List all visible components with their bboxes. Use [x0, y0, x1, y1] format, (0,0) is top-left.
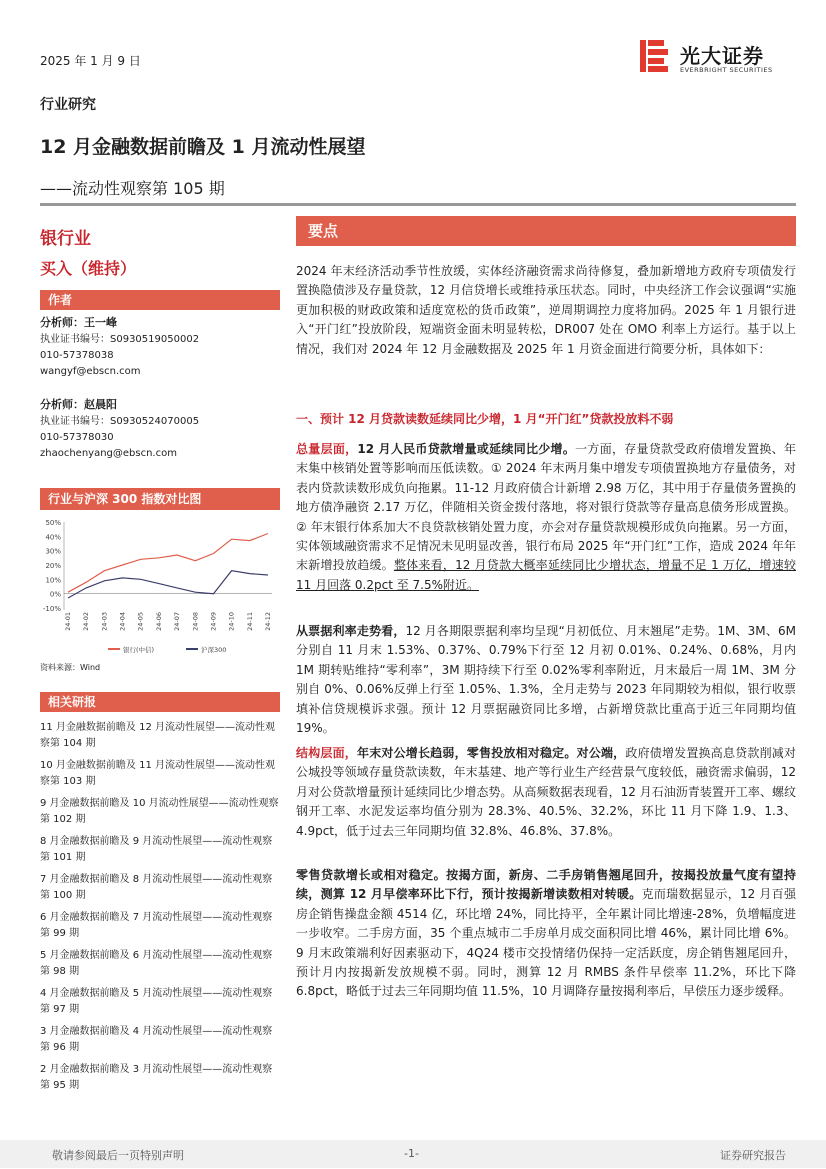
analyst-email[interactable]: wangyf@ebscn.com	[40, 366, 141, 377]
y-tick-label: 20%	[45, 562, 61, 570]
analyst-name: 分析师：王一峰	[40, 316, 117, 329]
x-tick-label: 24-08	[191, 612, 200, 631]
related-report-item[interactable]: 6 月金融数据前瞻及 7 月流动性展望——流动性观察第 99 期	[40, 912, 273, 939]
related-report-item[interactable]: 2 月金融数据前瞻及 3 月流动性展望——流动性观察第 95 期	[40, 1064, 273, 1091]
x-tick-label: 24-02	[82, 612, 91, 631]
p2-lead: 从票据利率走势看，	[296, 624, 406, 638]
related-report-item[interactable]: 9 月金融数据前瞻及 10 月流动性展望——流动性观察第 102 期	[40, 798, 279, 825]
header-divider	[40, 203, 796, 206]
analyst-block-1	[40, 314, 280, 380]
company-logo	[640, 40, 800, 80]
intro-paragraph: 2024 年末经济活动季节性放缓，实体经济融资需求尚待修复，叠加新增地方政府专项债发行置换隐债涉及存量贷款，12 月信贷增长或维持承压状态。同时，中央经济工作会议强调“实施更加积极的财政政策和适度宽松的货币政策”，逆周期调控力度将加码。2025 年 1 月银行进入“开门红”投放阶段，短端资金面未明显转松，DR007 处在 OMO 利率上方运行。基于以上情况，我们对 2024 年 12 月金融数据及 2025 年 1 月资金面进行简要分析，具体如下：	[296, 264, 796, 356]
analyst-phone: 010-57378030	[40, 432, 114, 443]
related-report-item[interactable]: 10 月金融数据前瞻及 11 月流动性展望——流动性观察第 103 期	[40, 760, 275, 787]
page-number: -1-	[404, 1147, 419, 1160]
analyst-cert: 执业证书编号：S0930519050002	[40, 334, 200, 345]
legend-label: 银行(中信)	[123, 646, 155, 654]
related-report-item[interactable]: 3 月金融数据前瞻及 4 月流动性展望——流动性观察第 96 期	[40, 1026, 273, 1053]
x-tick-label: 24-05	[136, 612, 145, 631]
y-tick-label: 30%	[45, 547, 61, 556]
paragraph-bill-rate	[296, 622, 796, 738]
chart-header: 行业与沪深 300 指数对比图	[40, 488, 280, 510]
chart-series	[68, 534, 268, 599]
keypoint-header: 要点	[296, 216, 796, 246]
related-reports-list	[40, 720, 282, 1100]
p1-text: 一方面，存量贷款受政府债增发置换、年末集中核销处置等影响而压低读数。① 2024 年末两月集中增发专项债置换地方存量债务，对表内贷款读数形成负向拖累。11-12 月政府债合计新增 2.98 万亿，其中用于存量债务置换的地方债净融资 2.17 万亿，伴随相关资金拨付落地，将对银行贷款等存量高息债务形成置换。② 年末银行体系加大不良贷款核销处置力度，亦会对存量贷款规模形成负向拖累。另一方面，实体领域融资需求不足情况未见明显改善，银行布局 2025 年“开门红”工作，造成 2024 年年末新增投放趋缓。	[296, 442, 796, 573]
report-category: 行业研究	[40, 97, 96, 113]
y-tick-label: 10%	[45, 576, 61, 585]
index-comparison-chart	[36, 514, 276, 660]
chart-legend	[108, 645, 226, 654]
chart-source: 资料来源：Wind	[40, 663, 101, 672]
p1-lead: 总量层面，	[296, 442, 358, 456]
chart-axes	[43, 519, 272, 631]
x-tick-label: 24-03	[100, 612, 109, 631]
x-tick-label: 24-09	[209, 612, 218, 631]
p1-bold: 12 月人民币贷款增量或延续同比少增。	[357, 442, 576, 456]
report-title: 12 月金融数据前瞻及 1 月流动性展望	[40, 136, 366, 158]
paragraph-structure	[296, 744, 796, 841]
everbright-logo-icon	[640, 40, 670, 72]
p1-conclusion: 整体来看，12 月贷款大概率延续同比少增状态，增量不足 1 万亿，增速较 11 月回落 0.2pct 至 7.5%附近。	[296, 558, 796, 592]
p3-lead: 结构层面，	[296, 746, 357, 760]
analyst-phone: 010-57378038	[40, 350, 114, 361]
analyst-email[interactable]: zhaochenyang@ebscn.com	[40, 448, 177, 459]
report-date: 2025 年 1 月 9 日	[40, 54, 141, 68]
related-report-item[interactable]: 8 月金融数据前瞻及 9 月流动性展望——流动性观察第 101 期	[40, 836, 273, 863]
footer-report-type: 证券研究报告	[720, 1149, 786, 1162]
x-tick-label: 24-06	[154, 612, 163, 631]
y-tick-label: 50%	[45, 519, 61, 527]
legend-label: 沪深300	[201, 646, 227, 654]
paragraph-retail	[296, 866, 796, 1002]
p4-text: 克而瑞数据显示，12 月百强房企销售操盘金额 4514 亿，环比增 24%，同比持平，全年累计同比增速-28%，负增幅度进一步收窄。二手房方面，35 个重点城市二手房单月成交面积同比增 46%，累计同比增 6%。9 月末政策端利好因素驱动下，4Q24 楼市交投情绪仍保持一定活跃度，房企销售翘尾回升，预计月内按揭新发放规模不弱。同时，测算 12 月 RMBS 条件早偿率 11.2%，环比下降 6.8pct，略低于过去三年同期均值 11.5%，10 月调降存量按揭利率后，早偿压力逐步缓释。	[296, 887, 796, 999]
x-tick-label: 24-12	[264, 612, 272, 631]
author-header: 作者	[40, 290, 280, 310]
analyst-cert: 执业证书编号：S0930524070005	[40, 416, 200, 427]
related-header: 相关研报	[40, 692, 280, 712]
related-report-item[interactable]: 5 月金融数据前瞻及 6 月流动性展望——流动性观察第 98 期	[40, 950, 273, 977]
related-report-item[interactable]: 11 月金融数据前瞻及 12 月流动性展望——流动性观察第 104 期	[40, 722, 275, 749]
x-tick-label: 24-10	[227, 612, 236, 631]
report-subtitle: ——流动性观察第 105 期	[40, 179, 225, 198]
x-tick-label: 24-04	[118, 612, 127, 631]
related-report-item[interactable]: 7 月金融数据前瞻及 8 月流动性展望——流动性观察第 100 期	[40, 874, 273, 901]
logo-text-en: EVERBRIGHT SECURITIES	[680, 66, 773, 74]
logo-text-cn: 光大证券	[680, 44, 764, 68]
x-tick-label: 24-01	[64, 612, 72, 631]
footer-disclaimer[interactable]: 敬请参阅最后一页特别声明	[52, 1149, 184, 1162]
analyst-name: 分析师：赵晨阳	[40, 398, 117, 411]
analyst-block-2	[40, 396, 280, 462]
p2-text: 12 月各期限票据利率均呈现“月初低位、月末翘尾”走势。1M、3M、6M 分别自 11 月末 1.53%、0.37%、0.79%下行至 12 月初 0.01%、0.24%、0.68%，月内 1M 期转贴维持“零利率”，3M 期持续下行至 0.02%零利率附近，月末最后一周 1M、3M 分别自 0%、0.06%反弹上行至 1.05%、1.3%，全月走势与 2023 年同期较为相似，银行收票填补信贷规模诉求强。预计 12 月票据融资同比多增，占新增贷款比重高于近三年同期均值 19%。	[296, 624, 796, 736]
y-tick-label: 40%	[45, 533, 61, 542]
industry-label: 银行业	[40, 229, 91, 249]
related-report-item[interactable]: 4 月金融数据前瞻及 5 月流动性展望——流动性观察第 97 期	[40, 988, 273, 1015]
section-title: 一、预计 12 月贷款读数延续同比少增，1 月“开门红”贷款投放料不弱	[296, 412, 674, 426]
rating-label: 买入（维持）	[40, 259, 137, 278]
y-tick-label: 0%	[49, 590, 61, 599]
p4-bold: 零售贷款增长或相对稳定。按揭方面，新房、二手房销售翘尾回升，按揭投放量气度有望持续，测算 12 月早偿率环比下行，预计按揭新增读数相对转暖。	[296, 868, 796, 902]
p3-bold: 年末对公增长趋弱，零售投放相对稳定。对公端，	[357, 746, 626, 760]
x-tick-label: 24-07	[173, 612, 182, 631]
x-tick-label: 24-11	[245, 612, 254, 631]
y-tick-label: -10%	[42, 605, 61, 613]
p3-text: 政府债增发置换高息贷款削减对公城投等领域存量贷款读数，年末基建、地产等行业生产经营景气度较低，融资需求偏弱，12 月对公贷款增量预计延续同比少增态势。从高频数据表现看，12 月石油沥青装置开工率、螺纹钢开工率、水泥发运率均值分别为 28.3%、40.5%、32.2%，环比 11 月下降 1.9、1.3、4.9pct，低于过去三年同期均值 32.8%、46.8%、37.8%。	[296, 746, 796, 838]
paragraph-total	[296, 440, 796, 595]
